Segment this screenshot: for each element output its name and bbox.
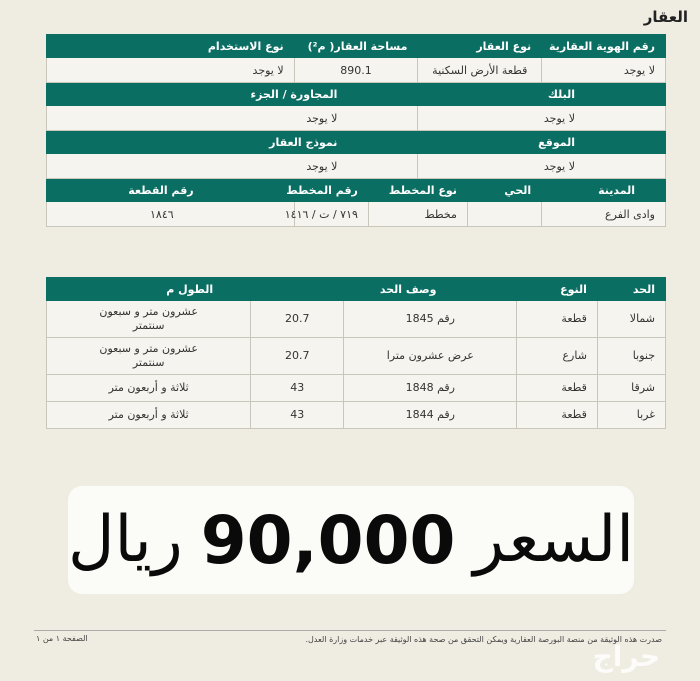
header-plan-type: نوع المخطط [368, 179, 467, 202]
watermark-logo: حراج [592, 640, 660, 673]
boundary-length-text: عشرون متر و سبعون سنتمتر [47, 301, 251, 338]
boundary-row [47, 301, 666, 338]
boundary-row [47, 402, 666, 429]
value-usage-type: لا يوجد [47, 58, 295, 83]
header-property-type: نوع العقار [418, 35, 542, 58]
value-neighborhood-part: لا يوجد [47, 106, 418, 131]
boundary-side: شمالا [597, 301, 665, 338]
block-value-row [47, 106, 666, 131]
boundary-length: 20.7 [251, 301, 344, 338]
price-amount: 90,000 [200, 501, 456, 579]
value-district [467, 202, 541, 227]
boundary-side: غربا [597, 402, 665, 429]
header-district: الحي [467, 179, 541, 202]
plan-value-row [47, 202, 666, 227]
boundary-row [47, 375, 666, 402]
boundary-desc: رقم 1845 [344, 301, 517, 338]
value-plot-number: ١٨٤٦ [47, 202, 295, 227]
header-side: الحد [597, 278, 665, 301]
location-value-row [47, 154, 666, 179]
value-property-id: لا يوجد [542, 58, 666, 83]
boundary-desc: رقم 1844 [344, 402, 517, 429]
value-block: لا يوجد [418, 106, 666, 131]
boundary-length: 43 [251, 375, 344, 402]
boundaries-table [46, 277, 666, 429]
header-length: الطول م [47, 278, 344, 301]
value-property-type: قطعة الأرض السكنية [418, 58, 542, 83]
boundary-length-text: عشرون متر و سبعون سنتمتر [47, 338, 251, 375]
value-plan-type: مخطط [368, 202, 467, 227]
header-city: المدينة [542, 179, 666, 202]
header-plot-number: رقم القطعة [47, 179, 295, 202]
boundary-type: شارع [517, 338, 597, 375]
header-neighborhood-part: المجاورة / الجزء [47, 83, 418, 106]
header-block: البلك [418, 83, 666, 106]
header-property-area: مساحة العقار( م²) [294, 35, 418, 58]
boundary-type: قطعة [517, 402, 597, 429]
value-plan-number: ٧١٩ / ت / ١٤١٦ [294, 202, 368, 227]
value-city: وادى الفرع [542, 202, 666, 227]
boundary-desc: رقم 1848 [344, 375, 517, 402]
header-boundary-desc: وصف الحد [344, 278, 517, 301]
price-label: السعر [473, 503, 634, 577]
boundary-length-text: ثلاثة و أربعون متر [47, 402, 251, 429]
boundary-length: 20.7 [251, 338, 344, 375]
header-property-model: نموذج العقار [47, 131, 418, 154]
header-usage-type: نوع الاستخدام [47, 35, 295, 58]
header-location: الموقع [418, 131, 666, 154]
footer-note: صدرت هذه الوثيقة من منصة البورصة العقارية ويمكن التحقق من صحة هذه الوثيقة عبر خدمات وزارة العدل. [305, 635, 662, 644]
boundary-type: قطعة [517, 301, 597, 338]
boundary-side: شرقا [597, 375, 665, 402]
page-title: العقار [643, 8, 688, 26]
boundary-length: 43 [251, 402, 344, 429]
identity-header-row [47, 35, 666, 58]
page-number: الصفحة ١ من ١ [36, 634, 88, 643]
location-header-row [47, 131, 666, 154]
header-plan-number: رقم المخطط [294, 179, 368, 202]
header-boundary-type: النوع [517, 278, 597, 301]
plan-header-row [47, 179, 666, 202]
boundary-side: جنوبا [597, 338, 665, 375]
value-property-model: لا يوجد [47, 154, 418, 179]
identity-value-row [47, 58, 666, 83]
header-property-id: رقم الهوية العقارية [542, 35, 666, 58]
price-banner [68, 486, 634, 594]
footer-divider [34, 630, 666, 631]
boundary-row [47, 338, 666, 375]
value-property-area: 890.1 [294, 58, 418, 83]
property-table [46, 34, 666, 227]
boundary-desc: عرض عشرون مترا [344, 338, 517, 375]
price-currency: ريال [68, 503, 183, 577]
value-location: لا يوجد [418, 154, 666, 179]
boundary-length-text: ثلاثة و أربعون متر [47, 375, 251, 402]
block-header-row [47, 83, 666, 106]
boundaries-header-row [47, 278, 666, 301]
boundary-type: قطعة [517, 375, 597, 402]
